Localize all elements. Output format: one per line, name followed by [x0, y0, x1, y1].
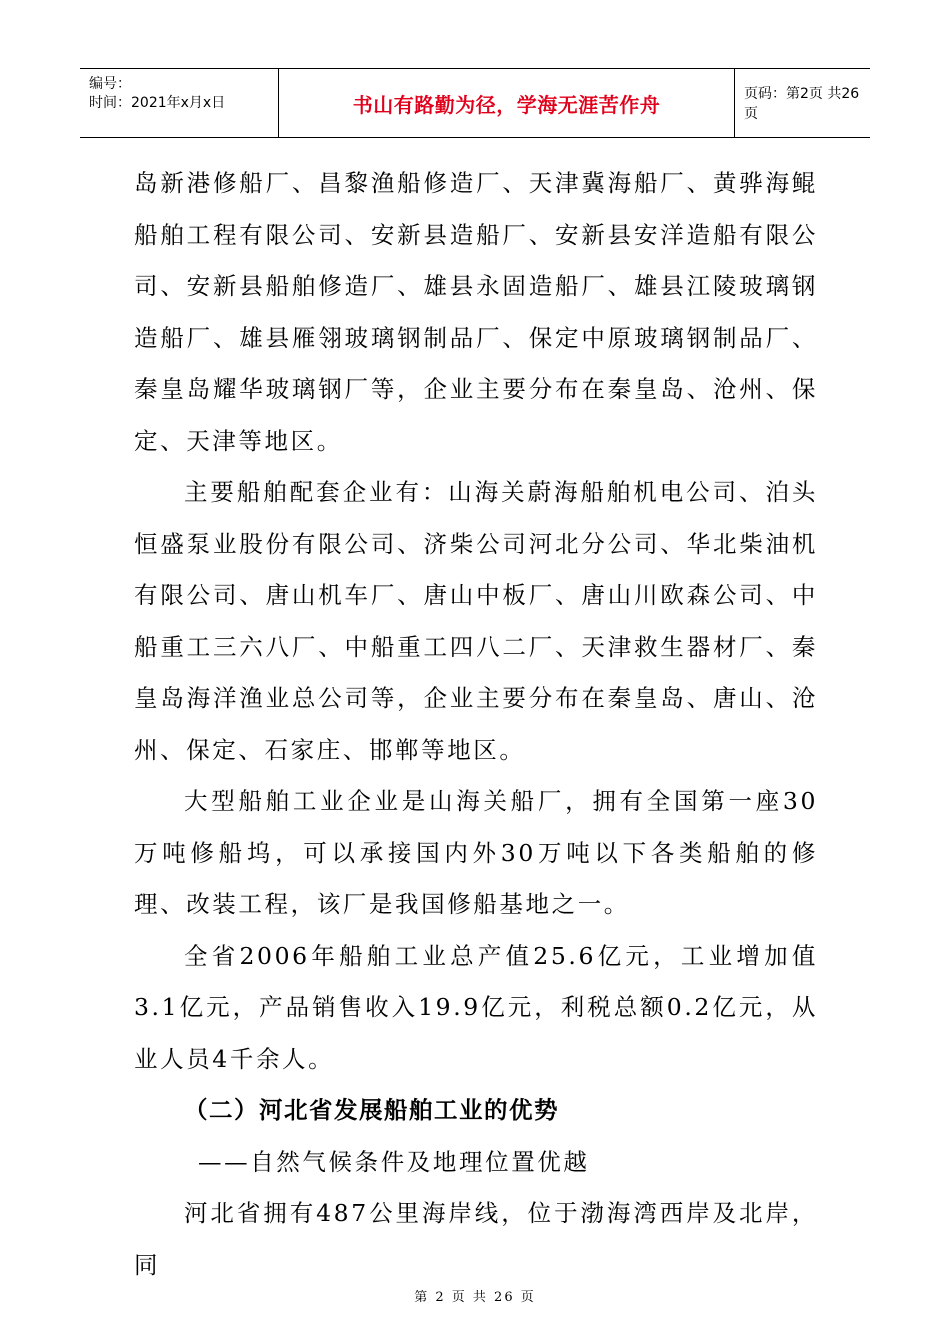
paragraph-shipyards: 岛新港修船厂、昌黎渔船修造厂、天津冀海船厂、黄骅海鲲船舶工程有限公司、安新县造船厂、安新县安洋造船有限公司、安新县船舶修造厂、雄县永固造船厂、雄县江陵玻璃钢造船厂、雄县雁翎玻璃钢制品厂、保定中原玻璃钢制品厂、秦皇岛耀华玻璃钢厂等，企业主要分布在秦皇岛、沧州、保定、天津等地区。: [134, 169, 818, 455]
paragraph-shanhaiguan-shipyard: 大型船舶工业企业是山海关船厂，拥有全国第一座30万吨修船坞，可以承接国内外30万吨以下各类船舶的修理、改装工程，该厂是我国修船基地之一。: [134, 787, 818, 918]
paragraph-2006-statistics: 全省2006年船舶工业总产值25.6亿元，工业增加值3.1亿元，产品销售收入19.9亿元，利税总额0.2亿元，从业人员4千余人。: [134, 941, 818, 1073]
document-number-label: 编号：: [89, 76, 131, 92]
header-motto: 书山有路勤为径，学海无涯苦作舟: [279, 69, 735, 137]
document-time-label: 时间：2021年x月x日: [89, 95, 226, 111]
header-page-info: 页码：第2页 共26页: [744, 86, 860, 122]
paragraph-coastline: 河北省拥有487公里海岸线，位于渤海湾西岸及北岸，同: [134, 1199, 818, 1279]
page-footer: 第 2 页 共 26 页: [414, 1290, 536, 1305]
header-meta: [80, 69, 279, 137]
page-header: [80, 68, 870, 138]
section-subheading: ——自然气候条件及地理位置优越: [198, 1147, 590, 1176]
section-heading: （二）河北省发展船舶工业的优势: [184, 1096, 559, 1124]
paragraph-supporting-enterprises: 主要船舶配套企业有：山海关蔚海船舶机电公司、泊头恒盛泵业股份有限公司、济柴公司河北分公司、华北柴油机有限公司、唐山机车厂、唐山中板厂、唐山川欧森公司、中船重工三六八厂、中船重工四八二厂、天津救生器材厂、秦皇岛海洋渔业总公司等，企业主要分布在秦皇岛、唐山、沧州、保定、石家庄、邯郸等地区。: [134, 478, 818, 764]
document-body: [134, 158, 818, 1291]
